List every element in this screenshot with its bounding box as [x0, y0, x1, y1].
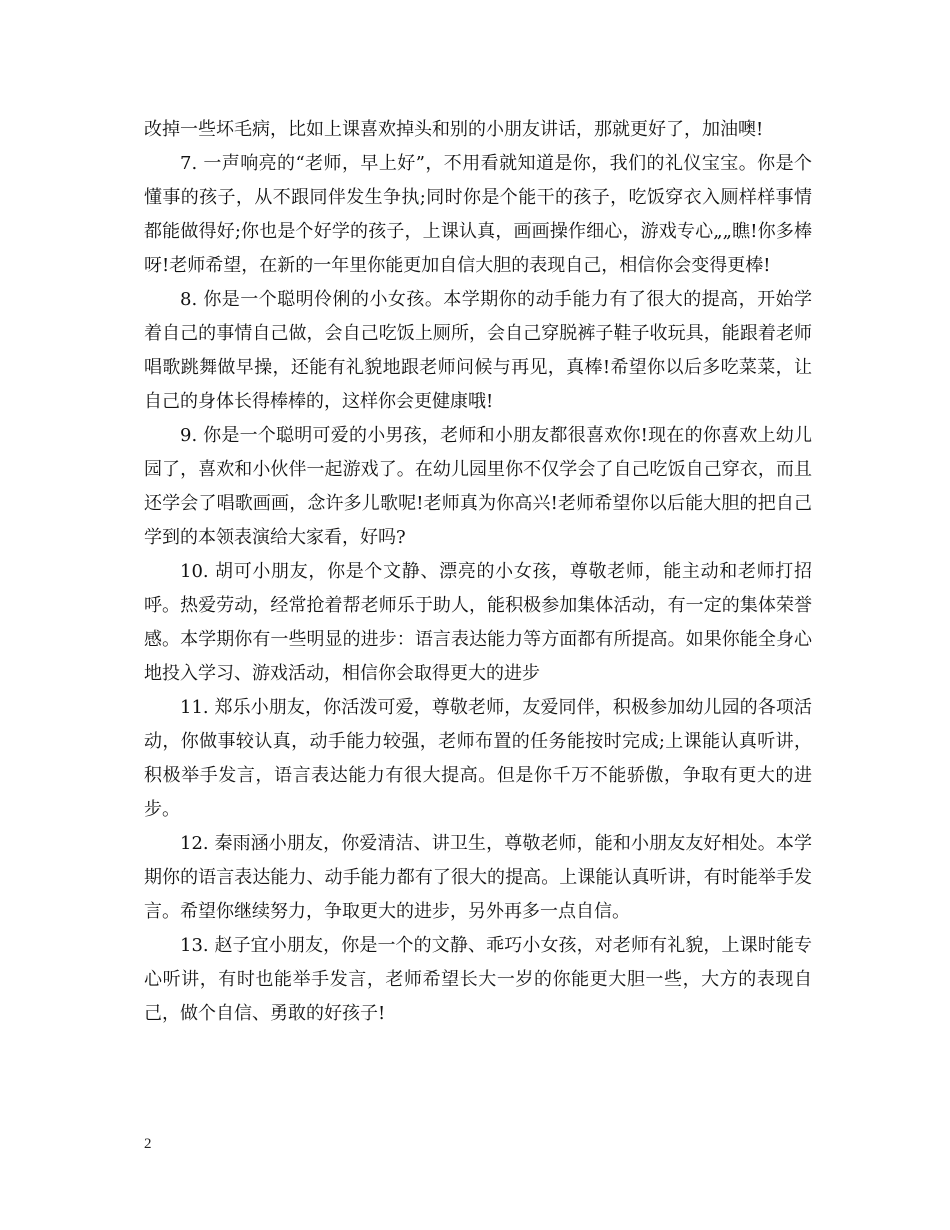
paragraph-item-8: 8. 你是一个聪明伶俐的小女孩。本学期你的动手能力有了很大的提高，开始学着自己的事情自己做，会自己吃饭上厕所，会自己穿脱裤子鞋子收玩具，能跟着老师唱歌跳舞做早操，还能有礼貌地跟老师问候与再见，真棒!希望你以后多吃菜菜，让自己的身体长得棒棒的，这样你会更健康哦!: [144, 289, 812, 412]
paragraph-item-11: 11. 郑乐小朋友，你活泼可爱，尊敬老师，友爱同伴，积极参加幼儿园的各项活动，你做事较认真，动手能力较强，老师布置的任务能按时完成;上课能认真听讲，积极举手发言，语言表达能力有很大提高。但是你千万不能骄傲，争取有更大的进步。: [144, 697, 812, 820]
paragraph-item-7: 7. 一声响亮的“老师，早上好”，不用看就知道是你，我们的礼仪宝宝。你是个懂事的孩子，从不跟同伴发生争执;同时你是个能干的孩子，吃饭穿衣入厕样样事情都能做得好;你也是个好学的孩子，上课认真，画画操作细心，游戏专心„„瞧!你多棒呀!老师希望，在新的一年里你能更加自信大胆的表现自己，相信你会变得更棒!: [144, 153, 812, 276]
paragraph-continued: 改掉一些坏毛病，比如上课喜欢掉头和别的小朋友讲话，那就更好了，加油噢!: [144, 119, 764, 140]
paragraph-item-9: 9. 你是一个聪明可爱的小男孩，老师和小朋友都很喜欢你!现在的你喜欢上幼儿园了，喜欢和小伙伴一起游戏了。在幼儿园里你不仅学会了自己吃饭自己穿衣，而且还学会了唱歌画画，念许多儿歌呢!老师真为你高兴!老师希望你以后能大胆的把自己学到的本领表演给大家看，好吗?: [144, 425, 812, 548]
paragraph-item-10: 10. 胡可小朋友，你是个文静、漂亮的小女孩，尊敬老师，能主动和老师打招呼。热爱劳动，经常抢着帮老师乐于助人，能积极参加集体活动，有一定的集体荣誉感。本学期你有一些明显的进步：语言表达能力等方面都有所提高。如果你能全身心地投入学习、游戏活动，相信你会取得更大的进步: [144, 561, 812, 684]
page-number: 2: [144, 1136, 152, 1152]
paragraph-item-12: 12. 秦雨涵小朋友，你爱清洁、讲卫生，尊敬老师，能和小朋友友好相处。本学期你的语言表达能力、动手能力都有了很大的提高。上课能认真听讲，有时能举手发言。希望你继续努力，争取更大的进步，另外再多一点自信。: [144, 833, 812, 922]
paragraph-item-13: 13. 赵子宜小朋友，你是一个的文静、乖巧小女孩，对老师有礼貌，上课时能专心听讲，有时也能举手发言，老师希望长大一岁的你能更大胆一些，大方的表现自己，做个自信、勇敢的好孩子!: [144, 935, 812, 1024]
page-body: [144, 113, 812, 1031]
